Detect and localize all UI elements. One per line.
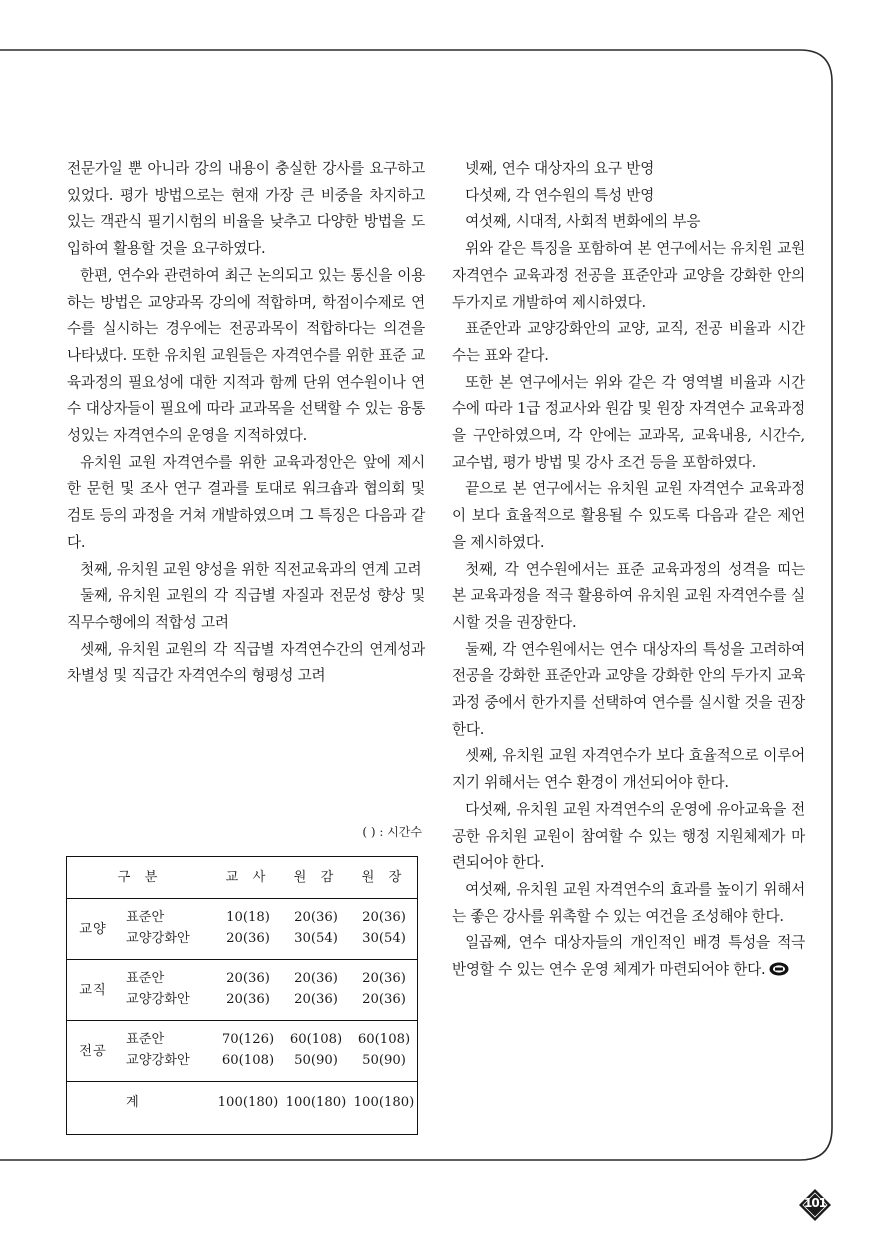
- left-column: [67, 156, 425, 690]
- paragraph: 둘째, 유치원 교원의 각 직급별 자질과 전문성 향상 및 직무수행에의 적합성 고려: [67, 587, 425, 631]
- value-cell: 50(90): [362, 1053, 406, 1068]
- type-cell: 표준안: [120, 899, 214, 929]
- paragraph: 여섯째, 시대적, 사회적 변화에의 부응: [465, 213, 701, 231]
- right-column: [452, 156, 805, 984]
- value-cell: 100(180): [282, 1082, 350, 1123]
- curriculum-ratio-table: [66, 856, 418, 1122]
- total-spacer: [66, 1082, 120, 1123]
- paragraph-text: 일곱째, 연수 대상자들의 개인적인 배경 특성을 적극 반영할 수 있는 연수 운영 체계가 마련되어야 한다.: [452, 934, 805, 979]
- paragraph: 위와 같은 특징을 포함하여 본 연구에서는 유치원 교원 자격연수 교육과정 전공을 표준안과 교양을 강화한 안의 두가지로 개발하여 제시하였다.: [452, 240, 805, 311]
- paragraph: 다섯째, 유치원 교원 자격연수의 운영에 유아교육을 전공한 유치원 교원이 참여할 수 있는 행정 지원체제가 마련되어야 한다.: [452, 800, 805, 872]
- page-number: 101: [803, 1196, 827, 1210]
- type-cell: 교양강화안: [126, 992, 190, 1007]
- value-cell: 100(180): [214, 1082, 282, 1123]
- header-vice-principal: 원 감: [282, 856, 350, 899]
- paragraph: 첫째, 유치원 교원 양성을 위한 직전교육과의 연계 고려: [80, 560, 422, 578]
- total-label: 계: [120, 1082, 214, 1123]
- value-cell: 20(36): [282, 960, 350, 990]
- table-row: [66, 1021, 418, 1051]
- type-cell: 교양강화안: [126, 931, 190, 946]
- type-cell: 표준안: [120, 960, 214, 990]
- kedi-logo-icon: [769, 962, 789, 976]
- paragraph: 전문가일 뿐 아니라 강의 내용이 충실한 강사를 요구하고 있었다. 평가 방법으로는 현재 가장 큰 비중을 차지하고 있는 객관식 필기시험의 비율을 낮추고 다양한 방법을 도입하여 활용할 것을 요구하였다.: [67, 160, 425, 258]
- paragraph: [452, 930, 805, 983]
- paragraph: 셋째, 유치원 교원 자격연수가 보다 효율적으로 이루어지기 위해서는 연수 환경이 개선되어야 한다.: [452, 747, 805, 792]
- value-cell: 30(54): [294, 931, 338, 946]
- paragraph: 끝으로 본 연구에서는 유치원 교원 자격연수 교육과정이 보다 효율적으로 활용될 수 있도록 다음과 같은 제언을 제시하였다.: [452, 480, 805, 551]
- value-cell: 20(36): [362, 992, 406, 1007]
- header-category: 구 분: [66, 856, 214, 899]
- paragraph: 또한 본 연구에서는 위와 같은 각 영역별 비율과 시간수에 따라 1급 정교사와 원감 및 원장 자격연수 교육과정을 구안하였으며, 각 안에는 교과목, 교육내용, 시간수, 교수법, 평가 방법 및 강사 조건 등을 포함하였다.: [452, 373, 805, 471]
- category-cell: 교직: [66, 960, 120, 1021]
- header-principal: 원 장: [350, 856, 418, 899]
- value-cell: 20(36): [350, 899, 418, 929]
- paragraph: 다섯째, 각 연수원의 특성 반영: [465, 186, 655, 204]
- value-cell: 20(36): [214, 960, 282, 990]
- type-cell: 교양강화안: [126, 1053, 190, 1068]
- paragraph: 셋째, 유치원 교원의 각 직급별 자격연수간의 연계성과 차별성 및 직급간 자격연수의 형평성 고려: [67, 640, 425, 685]
- value-cell: 30(54): [362, 931, 406, 946]
- paragraph: 한편, 연수와 관련하여 최근 논의되고 있는 통신을 이용하는 방법은 교양과목 강의에 적합하며, 학점이수제로 연수를 실시하는 경우에는 전공과목이 적합하다는 의견을 나타냈다. 또한 유치원 교원들은 자격연수를 위한 표준 교육과정의 필요성에 대한 지적과 함께 단위 연수원이나 연수 대상자들이 필요에 따라 교과목을 선택할 수 있는 융통성있는 자격연수의 운영을 지적하였다.: [67, 266, 425, 445]
- table-caption: ( ) : 시간수: [362, 825, 422, 839]
- value-cell: 20(36): [282, 899, 350, 929]
- category-cell: 전공: [66, 1021, 120, 1082]
- value-cell: 60(108): [221, 1053, 275, 1068]
- value-cell: 20(36): [350, 960, 418, 990]
- table-row: [66, 960, 418, 990]
- value-cell: 100(180): [350, 1082, 418, 1123]
- value-cell: 10(18): [214, 899, 282, 929]
- table-row: [66, 899, 418, 929]
- paragraph: 넷째, 연수 대상자의 요구 반영: [465, 160, 655, 177]
- value-cell: 60(108): [282, 1021, 350, 1051]
- type-cell: 표준안: [120, 1021, 214, 1051]
- table-header-row: [66, 856, 418, 899]
- category-cell: 교양: [66, 899, 120, 960]
- paragraph: 여섯째, 유치원 교원 자격연수의 효과를 높이기 위해서는 좋은 강사를 위촉할 수 있는 여건을 조성해야 한다.: [452, 880, 805, 925]
- paragraph: 둘째, 각 연수원에서는 연수 대상자의 특성을 고려하여 전공을 강화한 표준안과 교양을 강화한 안의 두가지 교육과정 중에서 한가지를 선택하여 연수를 실시할 것을 권장한다.: [452, 640, 805, 738]
- header-teacher: 교 사: [214, 856, 282, 899]
- paragraph: 첫째, 각 연수원에서는 표준 교육과정의 성격을 띠는 본 교육과정을 적극 활용하여 유치원 교원 자격연수를 실시할 것을 권장한다.: [452, 560, 805, 631]
- table-total-row: [66, 1082, 418, 1123]
- value-cell: 70(126): [214, 1021, 282, 1051]
- paragraph: 표준안과 교양강화안의 교양, 교직, 전공 비율과 시간수는 표와 같다.: [452, 320, 805, 364]
- value-cell: 20(36): [294, 992, 338, 1007]
- value-cell: 20(36): [226, 992, 270, 1007]
- value-cell: 50(90): [294, 1053, 338, 1068]
- value-cell: 20(36): [226, 931, 270, 946]
- paragraph: 유치원 교원 자격연수를 위한 교육과정안은 앞에 제시한 문헌 및 조사 연구 결과를 토대로 워크숍과 협의회 및 검토 등의 과정을 거쳐 개발하였으며 그 특징은 다음과 같다.: [67, 453, 425, 551]
- value-cell: 60(108): [350, 1021, 418, 1051]
